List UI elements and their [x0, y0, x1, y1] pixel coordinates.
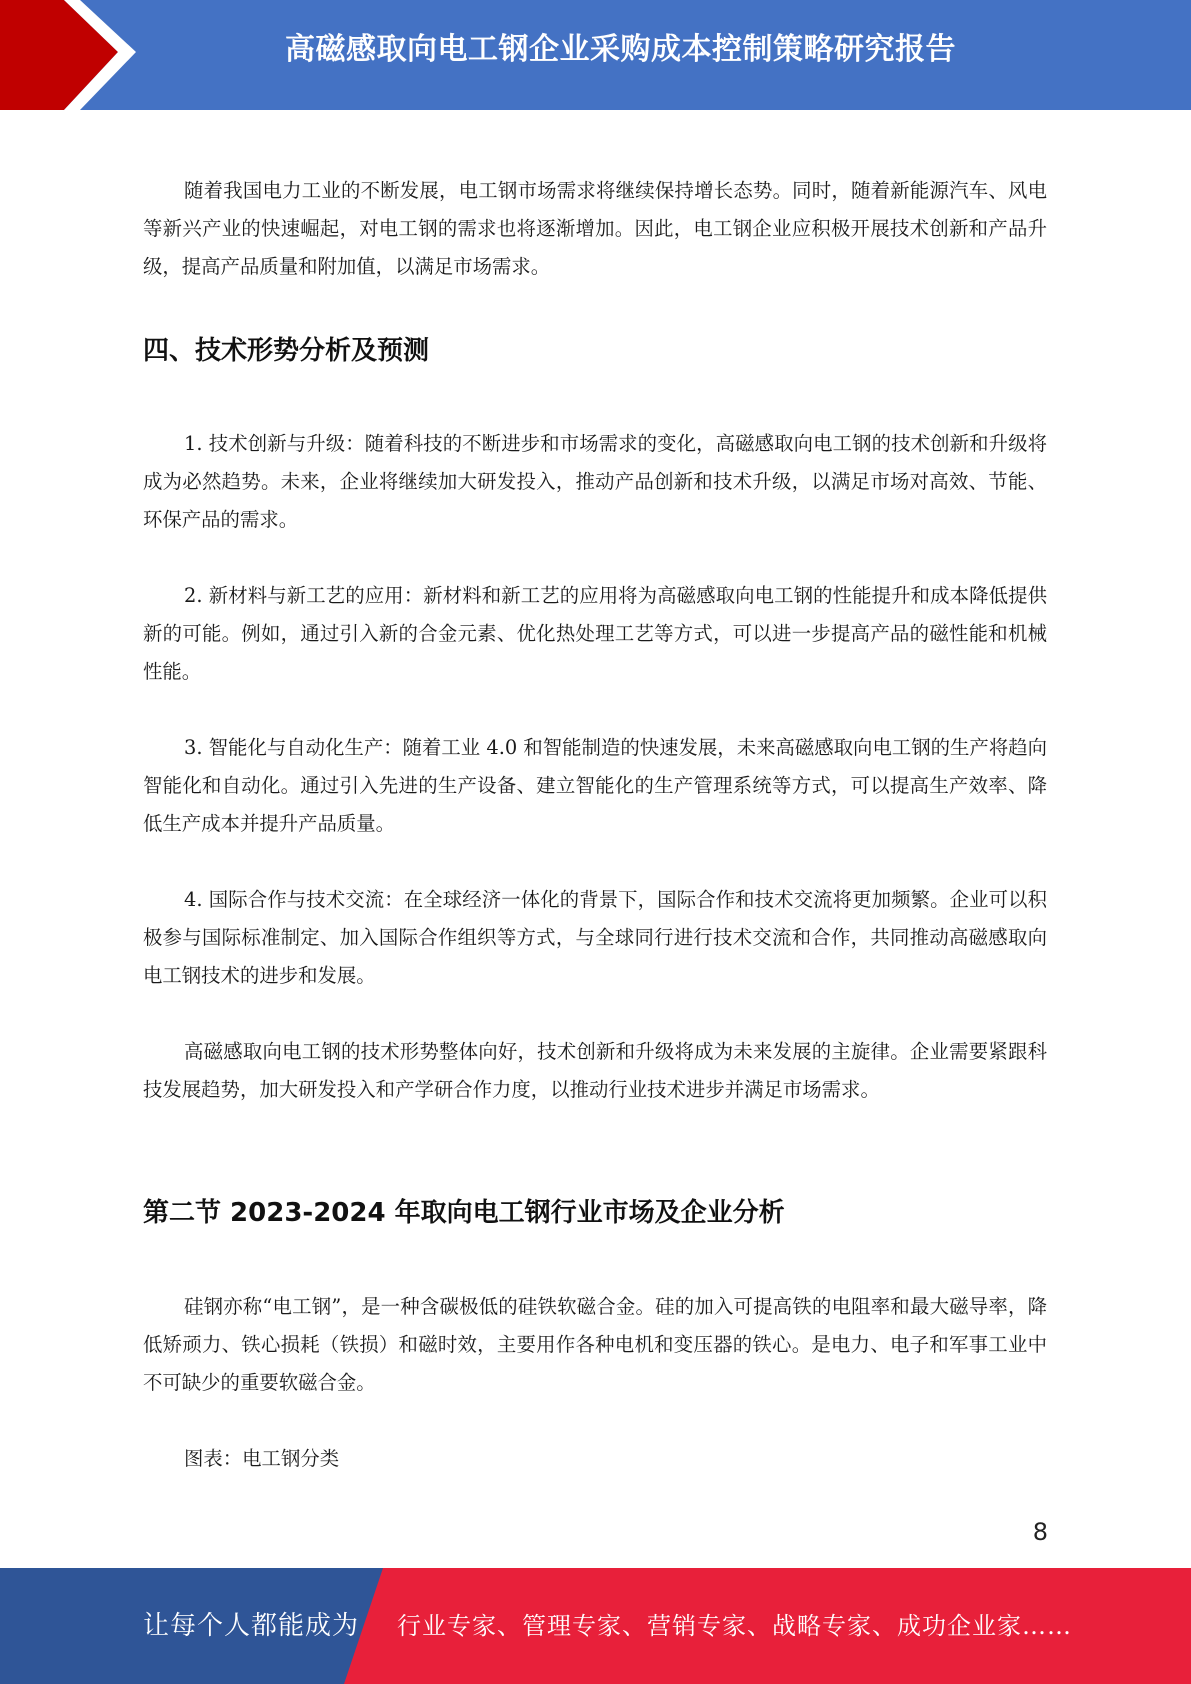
summary-paragraph: 高磁感取向电工钢的技术形势整体向好，技术创新和升级将成为未来发展的主旋律。企业需要紧跟科技发展趋势，加大研发投入和产学研合作力度，以推动行业技术进步并满足市场需求。: [143, 1040, 1047, 1101]
figure-caption: 图表：电工钢分类: [184, 1447, 340, 1470]
list-item: 2. 新材料与新工艺的应用：新材料和新工艺的应用将为高磁感取向电工钢的性能提升和成本降低提供新的可能。例如，通过引入新的合金元素、优化热处理工艺等方式，可以进一步提高产品的磁性能和机械性能。: [143, 584, 1047, 683]
silicon-steel-paragraph: 硅钢亦称“电工钢”，是一种含碳极低的硅铁软磁合金。硅的加入可提高铁的电阻率和最大磁导率，降低矫顽力、铁心损耗（铁损）和磁时效，主要用作各种电机和变压器的铁心。是电力、电子和军事工业中不可缺少的重要软磁合金。: [143, 1295, 1047, 1394]
footer-slogan-right: 行业专家、管理专家、营销专家、战略专家、成功企业家……: [397, 1612, 1072, 1640]
section-heading-market: 第二节 2023-2024 年取向电工钢行业市场及企业分析: [143, 1198, 785, 1228]
footer-banner: [0, 1568, 1191, 1684]
footer-slogan-left: 让每个人都能成为: [143, 1611, 360, 1641]
header-banner: [0, 0, 1191, 110]
list-item: 4. 国际合作与技术交流：在全球经济一体化的背景下，国际合作和技术交流将更加频繁。企业可以积极参与国际标准制定、加入国际合作组织等方式，与全球同行进行技术交流和合作，共同推动高磁感取向电工钢技术的进步和发展。: [143, 888, 1047, 987]
list-item: 3. 智能化与自动化生产：随着工业 4.0 和智能制造的快速发展，未来高磁感取向电工钢的生产将趋向智能化和自动化。通过引入先进的生产设备、建立智能化的生产管理系统等方式，可以提高生产效率、降低生产成本并提升产品质量。: [143, 736, 1047, 835]
intro-paragraph: 随着我国电力工业的不断发展，电工钢市场需求将继续保持增长态势。同时，随着新能源汽车、风电等新兴产业的快速崛起，对电工钢的需求也将逐渐增加。因此，电工钢企业应积极开展技术创新和产品升级，提高产品质量和附加值，以满足市场需求。: [143, 179, 1047, 278]
list-item: 1. 技术创新与升级：随着科技的不断进步和市场需求的变化，高磁感取向电工钢的技术创新和升级将成为必然趋势。未来，企业将继续加大研发投入，推动产品创新和技术升级，以满足市场对高效、节能、环保产品的需求。: [143, 432, 1047, 531]
report-title: 高磁感取向电工钢企业采购成本控制策略研究报告: [285, 32, 956, 67]
page-number: 8: [1032, 1518, 1048, 1546]
chevron-arrow-icon: [0, 0, 160, 110]
section-heading-technology: 四、技术形势分析及预测: [143, 336, 430, 366]
